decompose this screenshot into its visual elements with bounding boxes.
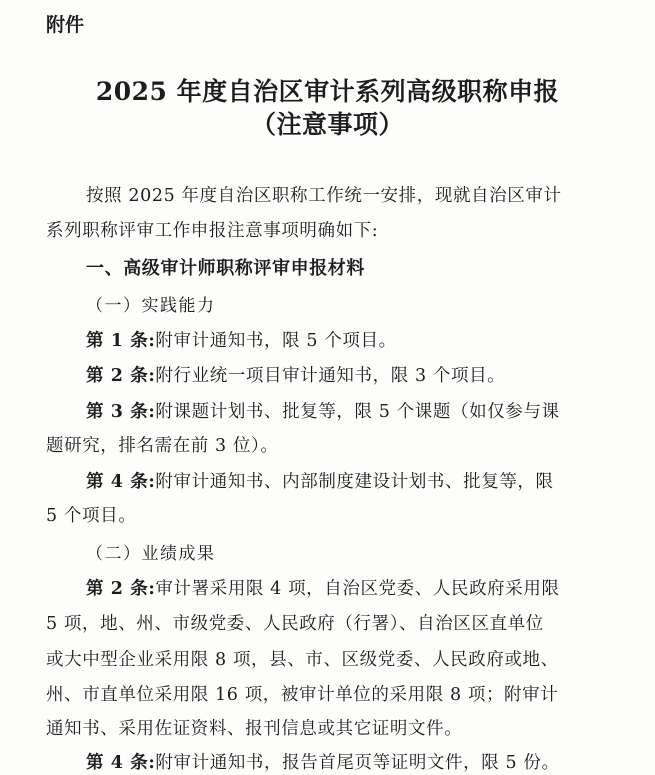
practice-item-1	[86, 327, 397, 352]
item-text: 附课题计划书、批复等，限 5 个课题（如仅参与课	[155, 402, 560, 422]
practice-item-4-continued: 5 个项目。	[46, 506, 137, 526]
title-line-1: 2025 年度自治区审计系列高级职称申报	[95, 77, 560, 106]
practice-item-2	[86, 362, 505, 387]
item-label: 第 3 条:	[86, 402, 156, 422]
item-text: 附行业统一项目审计通知书，限 3 个项目。	[155, 366, 506, 386]
results-item-4	[86, 749, 560, 774]
item-label: 第 2 条:	[86, 366, 156, 386]
item-text: 附审计通知书，限 5 个项目。	[155, 331, 397, 351]
item-label: 第 4 条:	[86, 472, 156, 492]
intro-line-1: 按照 2025 年度自治区职称工作统一安排，现就自治区审计	[86, 186, 562, 206]
item-text: 审计署采用限 4 项，自治区党委、人民政府采用限	[155, 579, 560, 599]
title-line-2: （注意事项）	[250, 110, 404, 139]
item-label: 第 2 条:	[86, 579, 156, 599]
item-label: 第 4 条:	[86, 753, 156, 773]
results-item-2-line-3: 或大中型企业采用限 8 项，县、市、区级党委、人民政府或地、	[46, 650, 559, 670]
section-heading-1: 一、高级审计师职称评审申报材料	[86, 258, 365, 279]
results-item-2-line-4: 州、市直单位采用限 16 项，被审计单位的采用限 8 项；附审计	[46, 685, 559, 705]
practice-item-3	[86, 398, 560, 423]
results-item-2	[86, 575, 560, 600]
results-item-2-line-2: 5 项，地、州、市级党委、人民政府（行署）、自治区区直单位	[46, 614, 544, 634]
intro-line-2: 系列职称评审工作申报注意事项明确如下:	[46, 221, 379, 241]
item-label: 第 1 条:	[86, 331, 156, 351]
item-text: 附审计通知书，报告首尾页等证明文件，限 5 份。	[155, 753, 560, 773]
subsection-heading-practice: （一）实践能力	[86, 296, 216, 316]
practice-item-4	[86, 468, 554, 493]
item-text: 附审计通知书、内部制度建设计划书、批复等，限	[155, 472, 554, 492]
subsection-heading-results: （二）业绩成果	[86, 544, 216, 564]
results-item-2-line-5: 通知书、采用佐证资料、报刊信息或其它证明文件。	[46, 719, 463, 739]
annex-label: 附件	[46, 14, 85, 36]
practice-item-3-continued: 题研究，排名需在前 3 位）。	[46, 436, 279, 456]
